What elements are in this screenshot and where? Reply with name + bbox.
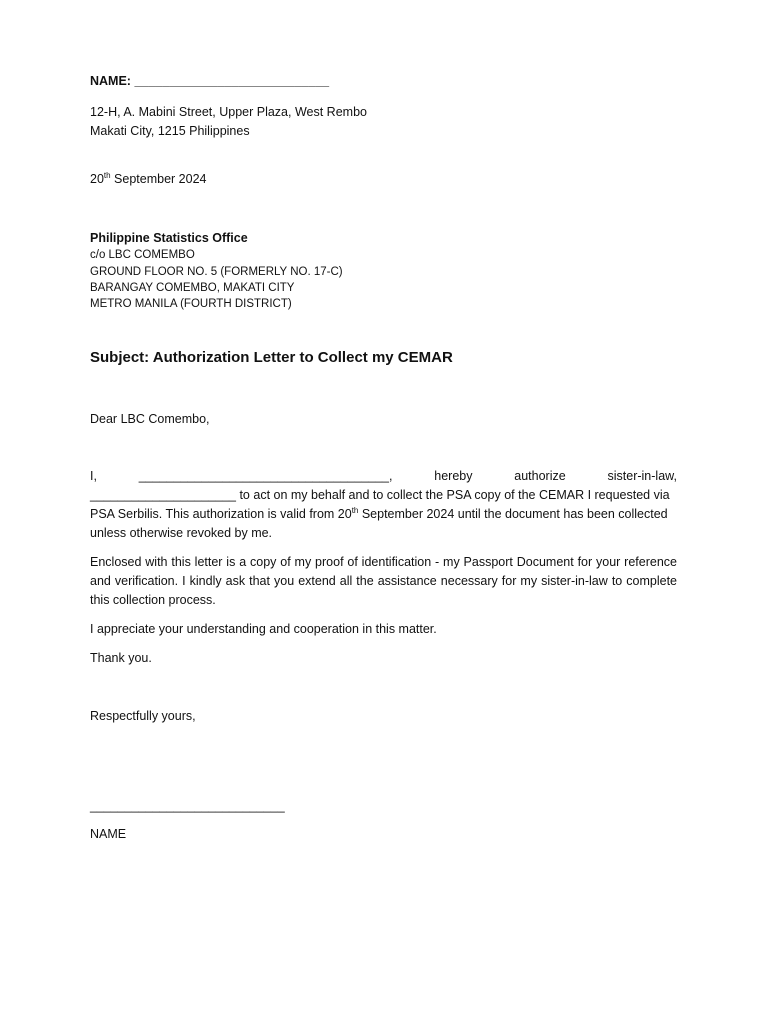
name-label: NAME:: [90, 74, 131, 88]
closing-text: Respectfully yours,: [90, 709, 196, 723]
auth-line3-sup: th: [351, 505, 359, 515]
authorization-line1: [90, 467, 677, 486]
paragraph-enclosure: Enclosed with this letter is a copy of my proof of identification - my Passport Document for your reference and verification. I kindly ask that you extend all the assistance necessary for my sister-in-law to complete this collection process.: [90, 555, 677, 607]
name-blank: ____________________________: [134, 74, 330, 88]
date-rest: September 2024: [110, 172, 207, 186]
signatory-name: NAME: [90, 827, 127, 841]
paragraph-appreciation: I appreciate your understanding and cooperation in this matter.: [90, 622, 437, 636]
auth-word-authorize: authorize: [514, 469, 566, 483]
date-suffix: th: [103, 170, 111, 180]
date-day: 20: [90, 172, 104, 186]
name-heading: [90, 72, 329, 91]
letter-subject: Subject: Authorization Letter to Collect my CEMAR: [90, 349, 453, 366]
recipient-org: Philippine Statistics Office: [90, 231, 248, 245]
salutation: Dear LBC Comembo,: [90, 412, 210, 426]
paragraph-thanks: Thank you.: [90, 651, 152, 665]
auth-word-i: I,: [90, 469, 97, 483]
auth-line3-start: PSA Serbilis. This authorization is valid from 20: [90, 507, 352, 521]
recipient-line3: BARANGAY COMEMBO, MAKATI CITY: [90, 282, 295, 294]
auth-word-sister-in-law: sister-in-law,: [607, 469, 677, 483]
authorization-line3: [90, 505, 677, 524]
authorizer-name-blank: ____________________________________,: [138, 469, 393, 483]
authorization-line4: unless otherwise revoked by me.: [90, 526, 273, 540]
auth-word-hereby: hereby: [434, 469, 473, 483]
recipient-line4: METRO MANILA (FOURTH DISTRICT): [90, 298, 292, 310]
recipient-line1: c/o LBC COMEMBO: [90, 249, 195, 261]
auth-line3-end: September 2024 until the document has been collected: [358, 507, 668, 521]
signature-line: ____________________________: [90, 799, 285, 813]
sender-address-line2: Makati City, 1215 Philippines: [90, 124, 250, 138]
sender-address-line1: 12-H, A. Mabini Street, Upper Plaza, West Rembo: [90, 105, 367, 119]
letter-date: [90, 170, 206, 189]
paragraph-authorization: [90, 467, 677, 543]
recipient-line2: GROUND FLOOR NO. 5 (FORMERLY NO. 17-C): [90, 266, 343, 278]
authorization-line2: _____________________ to act on my behalf and to collect the PSA copy of the CEMAR I requested via: [90, 488, 670, 502]
